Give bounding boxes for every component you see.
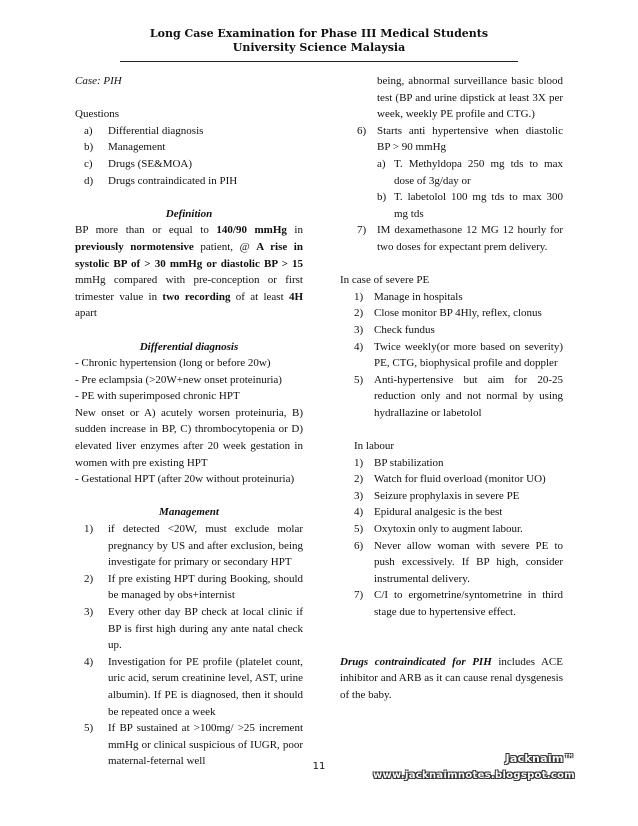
management-item: 5) If BP sustained at >100mg/ >25 increment mmHg or clinical suspicious of IUGR, poor maternal-feternal well [84,722,303,768]
management-item-continued: being, abnormal surveillance basic blood test (BP and urine dipstick at least 3X per week, weekly PE profile and CTG.) [377,75,563,121]
left-column [75,73,303,770]
header-institution: University Science Malaysia [232,41,406,54]
questions-label: Questions [75,108,119,121]
management-heading: Management [159,506,219,519]
page-number: 11 [312,761,326,772]
ddx-heading: Differential diagnosis [139,340,239,353]
labour-item: 5) Oxytoxin only to augment labour. [354,523,523,536]
severe-pe-item: 4) Twice weekly(or more based on severity) PE, CTG, biophysical profile and doppler [354,340,563,370]
labour-list [340,455,563,621]
question-item: d) Drugs contraindicated in PIH [84,174,238,187]
question-item: b) Management [84,141,166,154]
management-list [75,521,303,770]
management-item: 4) Investigation for PE profile (platelet count, uric acid, serum creatinine level, AST, urine albumin). If PE is diagnosed, then it should be repeated once a week [84,655,303,718]
labour-item: 2) Watch for fluid overload (monitor UO) [354,473,546,486]
header-rule [120,61,518,62]
drug-sub-item: a) T. Methyldopa 250 mg tds to max dose of 3g/day or [377,157,563,187]
management-item: 2) If pre existing HPT during Booking, should be managed by obs+internist [84,572,303,602]
labour-item: 4) Epidural analgesic is the best [354,506,503,519]
definition-heading: Definition [165,207,213,220]
questions-list [75,123,303,189]
drug-sub-item: b) T. labetolol 100 mg tds to max 300 mg tds [377,191,563,220]
header-title: Long Case Examination for Phase III Medical Students [149,27,489,40]
severe-pe-item: 2) Close monitor BP 4Hly, reflex, clonus [354,307,542,320]
brand-watermark: Jacknaim™ [505,752,575,765]
severe-pe-list [340,289,563,422]
labour-item: 1) BP stabilization [354,456,444,469]
labour-item: 6) Never allow woman with severe PE to push excessively. If BP high, consider instrumental delivery. [354,539,563,585]
right-column [340,73,563,704]
labour-item: 7) C/I to ergometrine/syntometrine in third stage due to hypertensive effect. [354,589,563,618]
contraindicated-paragraph: Drugs contraindicated for PIH includes ACE inhibitor and ARB as it can cause renal dysgenesis of the baby. [340,655,563,701]
management-item: 3) Every other day BP check at local clinic if BP is first high during any ante natal check up. [84,606,303,652]
ddx-line: - Chronic hypertension (long or before 20w) [75,357,271,370]
case-title: Case: PIH [75,75,122,87]
severe-pe-item: 1) Manage in hospitals [354,290,463,303]
labour-heading: In labour [354,440,395,453]
management-item: 7) IM dexamethasone 12 MG 12 hourly for two doses for expectant prem delivery. [357,224,563,253]
management-item: 1) if detected <20W, must exclude molar pregnancy by US and after exclusion, being investigate for primary or secondary HPT [84,523,303,569]
management-item: 6) Starts anti hypertensive when diastolic BP > 90 mmHg [357,124,563,154]
ddx-line: - PE with superimposed chronic HPT [75,390,240,403]
severe-pe-item: 3) Check fundus [354,323,435,336]
ddx-line: New onset or A) acutely worsen proteinuria, B) sudden increase in BP, C) thrombocytopenia or D) elevated liver enzymes after 20 week gestation in women with pre existing HPT [75,406,303,469]
ddx-line: - Gestational HPT (after 20w without proteinuria) [75,473,295,486]
definition-paragraph: BP more than or equal to 140/90 mmHg in previously normotensive patient, @ A rise in systolic BP of > 30 mmHg or diastolic BP > 15 mmHg compared with pre-conception or first trimester value in two recording of at least 4H apart [75,224,304,320]
brand-url: www.jacknaimnotes.blogspot.com [372,770,575,781]
question-item: c) Drugs (SE&MOA) [84,157,193,170]
severe-pe-item: 5) Anti-hypertensive but aim for 20-25 reduction only and not normal by using hydrallazine or labetolol [354,373,563,419]
severe-pe-heading: In case of severe PE [340,274,430,287]
document-header [0,27,638,55]
question-item: a) Differential diagnosis [84,124,204,137]
ddx-line: - Pre eclampsia (>20W+new onset proteinuria) [75,373,282,386]
labour-item: 3) Seizure prophylaxis in severe PE [354,489,520,502]
